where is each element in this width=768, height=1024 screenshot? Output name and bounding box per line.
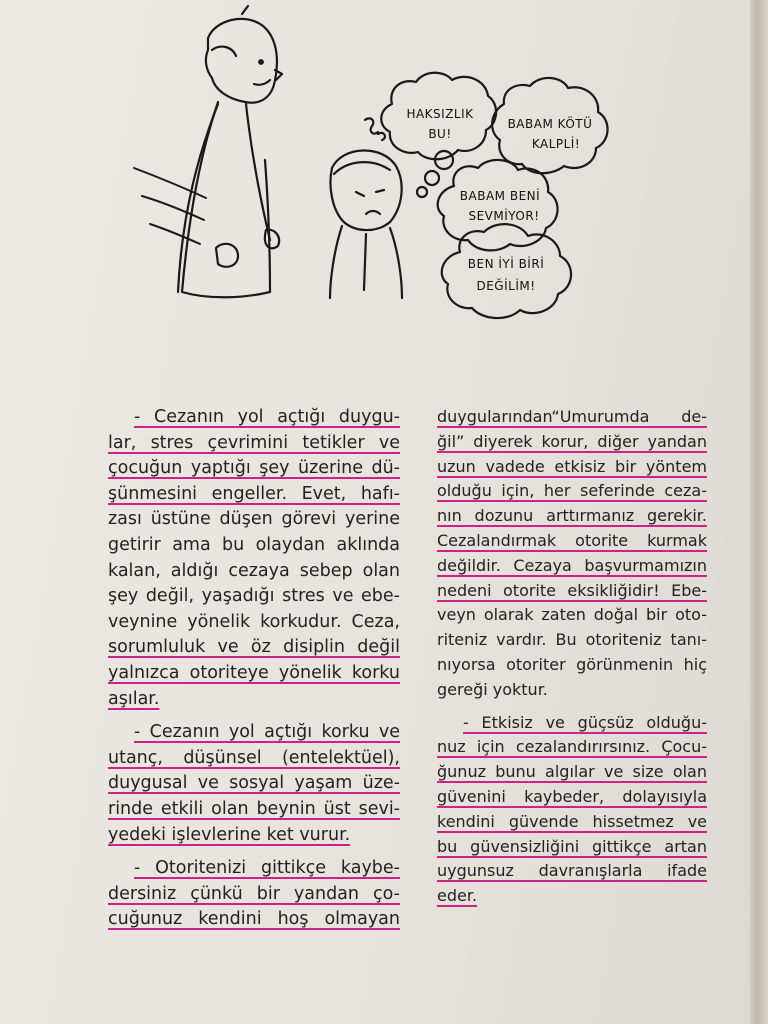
body-line: güvenini kaybeder, dolayısıyla bbox=[437, 786, 707, 806]
body-line: zası üstüne düşen görevi yerine bbox=[108, 509, 400, 530]
body-line: uzun vadede etkisiz bir yöntem bbox=[437, 456, 707, 476]
body-line: yedeki işlevlerine ket vurur. bbox=[108, 824, 351, 845]
body-line: şey değil, yaşadığı stres ve ebe- bbox=[108, 586, 400, 607]
body-line: sorumluluk ve öz disiplin değil bbox=[108, 637, 400, 658]
body-line: lar, stres çevrimini tetikler ve bbox=[108, 432, 400, 453]
body-line: veynine yönelik korkudur. Ceza, bbox=[108, 611, 400, 632]
right-text-column bbox=[437, 405, 707, 909]
bubble-4-line-1: BEN İYİ BİRİ bbox=[467, 257, 545, 271]
body-line: şünmesini engeller. Evet, hafı- bbox=[108, 483, 400, 504]
body-line: - Cezanın yol açtığı duygu- bbox=[134, 407, 400, 427]
body-line: - Otoritenizi gittikçe kaybe- bbox=[134, 858, 400, 879]
body-line: olduğu için, her seferinde ceza- bbox=[437, 481, 707, 501]
bubble-3-line-2: SEVMİYOR! bbox=[468, 209, 540, 223]
body-line: ğil” diyerek korur, diğer yandan bbox=[437, 431, 707, 451]
body-line: riteniz vardır. Bu otoriteniz tanı- bbox=[437, 630, 707, 650]
left-text-column bbox=[108, 405, 400, 933]
body-line: - Cezanın yol açtığı korku ve bbox=[134, 722, 400, 743]
body-line: kendini güvende hissetmez ve bbox=[437, 811, 707, 831]
bubble-1-line-1: HAKSIZLIK bbox=[406, 107, 474, 121]
bubble-3-line-1: BABAM BENİ bbox=[459, 189, 541, 203]
body-line: uygunsuz davranışlarla ifade bbox=[437, 861, 707, 881]
body-line: veyn olarak zaten doğal bir oto- bbox=[437, 605, 707, 625]
body-line: nuz için cezalandırırsınız. Çocu- bbox=[437, 737, 707, 757]
body-line: değildir. Cezaya başvurmamızın bbox=[437, 555, 707, 575]
body-line: cuğunuz kendini hoş olmayan bbox=[108, 909, 400, 930]
body-line: - Etkisiz ve güçsüz olduğu- bbox=[463, 712, 707, 732]
bubble-2-line-1: BABAM KÖTÜ bbox=[507, 117, 593, 131]
body-line: ğunuz bunu algılar ve size olan bbox=[437, 762, 707, 782]
body-line: rinde etkili olan beynin üst sevi- bbox=[108, 798, 400, 819]
body-line: nedeni otorite eksikliğidir! Ebe- bbox=[437, 580, 707, 600]
body-line: bu güvensizliğini gittikçe artan bbox=[437, 836, 707, 856]
body-line: nıyorsa otoriter görünmenin hiç bbox=[437, 654, 707, 674]
body-line: dersiniz çünkü bir yandan ço- bbox=[108, 883, 400, 904]
page-edge bbox=[750, 0, 768, 1024]
bubble-2-line-2: KALPLİ! bbox=[531, 137, 581, 151]
bubble-1-line-2: BU! bbox=[428, 127, 452, 141]
body-line: yalnızca otoriteye yönelik korku bbox=[108, 662, 400, 683]
body-line: Cezalandırmak otorite kurmak bbox=[437, 530, 707, 550]
body-line: utanç, düşünsel (entelektüel), bbox=[108, 747, 400, 768]
body-line: kalan, aldığı cezaya sebep olan bbox=[108, 560, 400, 581]
body-line: duygularından“Umurumda de- bbox=[437, 407, 707, 426]
body-line: getirir ama bu olaydan aklında bbox=[108, 534, 400, 555]
body-line: gereği yoktur. bbox=[437, 679, 548, 699]
father-child-illustration bbox=[120, 0, 640, 340]
body-line: duygusal ve sosyal yaşam üze- bbox=[108, 773, 400, 794]
bubble-4-line-2: DEĞİLİM! bbox=[476, 279, 536, 293]
body-line: aşılar. bbox=[108, 688, 160, 709]
body-line: çocuğun yaptığı şey üzerine dü- bbox=[108, 458, 400, 479]
body-line: eder. bbox=[437, 886, 478, 906]
body-line: nın dozunu arttırmanız gerekir. bbox=[437, 506, 707, 526]
